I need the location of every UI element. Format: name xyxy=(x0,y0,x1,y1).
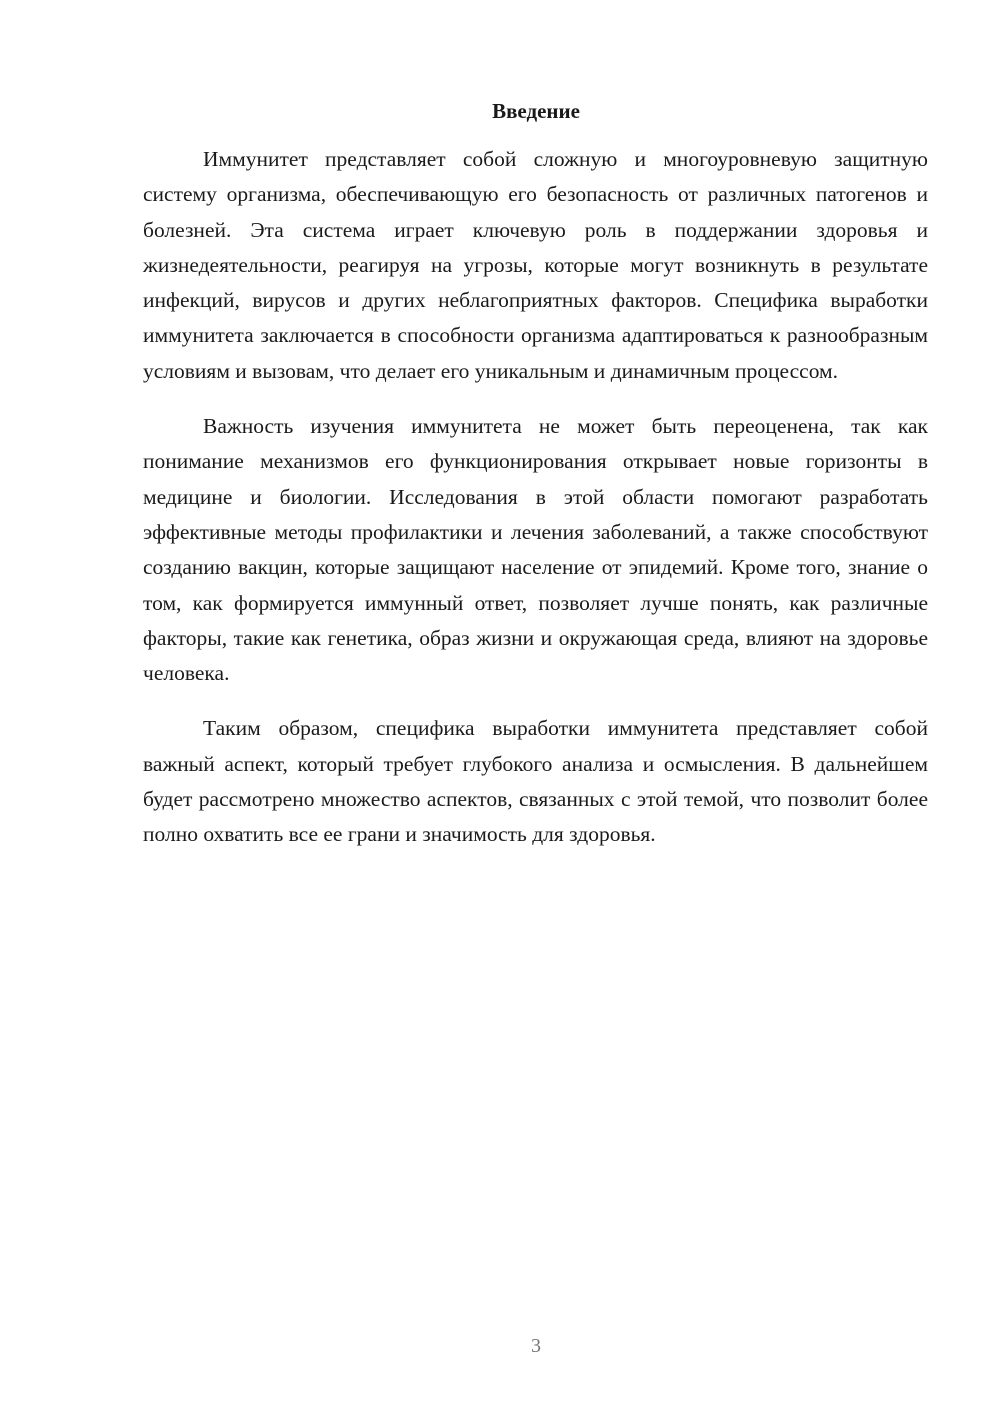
page-number: 3 xyxy=(531,1335,541,1357)
paragraph-1: Иммунитет представляет собой сложную и многоуровневую защитную систему организма, обеспечивающую его безопасность от различных патогенов и болезней. Эта система играет ключевую роль в поддержании здоровья и жизнедеятельности, реагируя на угрозы, которые могут возникнуть в результате инфекций, вирусов и других неблагоприятных факторов. Специфика выработки иммунитета заключается в способности организма адаптироваться к разнообразным условиям и вызовам, что делает его уникальным и динамичным процессом. xyxy=(143,147,928,383)
paragraph-2: Важность изучения иммунитета не может быть переоценена, так как понимание механизмов его функционирования открывает новые горизонты в медицине и биологии. Исследования в этой области помогают разработать эффективные методы профилактики и лечения заболеваний, а также способствуют созданию вакцин, которые защищают население от эпидемий. Кроме того, знание о том, как формируется иммунный ответ, позволяет лучше понять, как различные факторы, такие как генетика, образ жизни и окружающая среда, влияют на здоровье человека. xyxy=(143,414,928,686)
body-text xyxy=(143,142,928,873)
paragraph-3: Таким образом, специфика выработки иммунитета представляет собой важный аспект, который требует глубокого анализа и осмысления. В дальнейшем будет рассмотрено множество аспектов, связанных с этой темой, что позволит более полно охватить все ее грани и значимость для здоровья. xyxy=(143,716,928,847)
section-heading: Введение xyxy=(492,99,580,123)
